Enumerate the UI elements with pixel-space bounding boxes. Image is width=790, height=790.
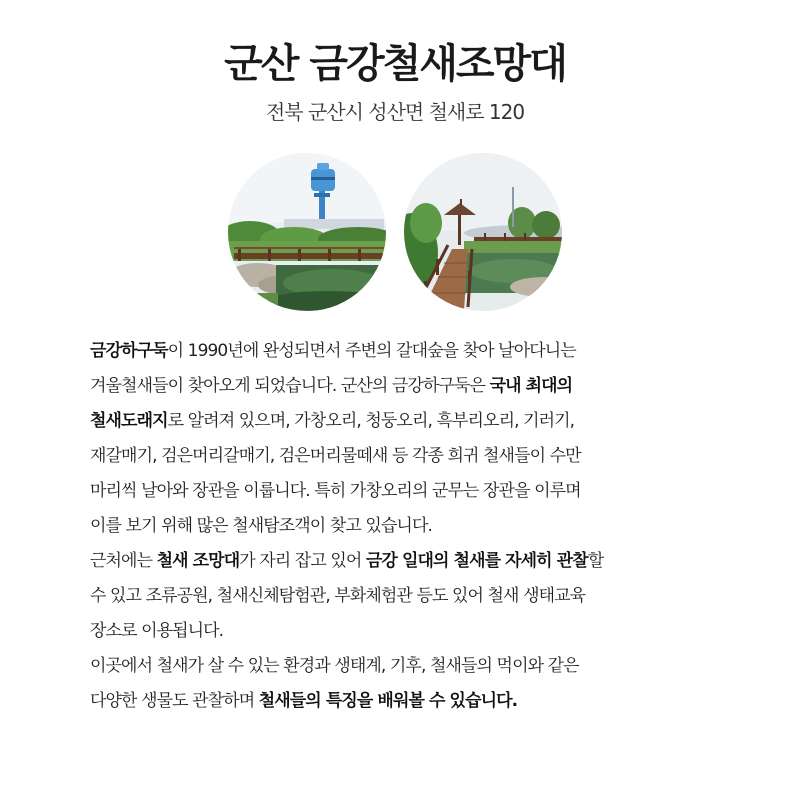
text-line <box>90 404 710 439</box>
tower-pond-photo <box>228 153 386 311</box>
bold-text: 금강하구둑 <box>90 341 168 361</box>
bold-text: 철새도래지 <box>90 411 168 431</box>
text-segment: 다양한 생물도 관찰하며 <box>90 691 259 711</box>
text-line <box>90 649 710 684</box>
bold-text: 금강 일대의 철새를 자세히 관찰 <box>365 551 588 571</box>
text-segment: 이를 보기 위해 많은 철새탐조객이 찾고 있습니다. <box>90 516 432 536</box>
text-line <box>90 544 710 579</box>
bold-text: 철새 조망대 <box>156 551 240 571</box>
pavilion-boardwalk-illustration <box>404 153 562 311</box>
text-line <box>90 439 710 474</box>
text-segment: 근처에는 <box>90 551 157 571</box>
text-line <box>90 579 710 614</box>
page-title: 군산 금강철새조망대 <box>224 41 566 87</box>
tower-pond-illustration <box>228 153 386 311</box>
text-segment: 이곳에서 철새가 살 수 있는 환경과 생태계, 기후, 철새들의 먹이와 같은 <box>90 656 579 676</box>
text-segment: 재갈매기, 검은머리갈매기, 검은머리물떼새 등 각종 희귀 철새들이 수만 <box>90 446 581 466</box>
text-line <box>90 474 710 509</box>
text-segment: 가 자리 잡고 있어 <box>239 551 366 571</box>
address-subtitle: 전북 군산시 성산면 철새로 120 <box>265 100 525 124</box>
text-segment: 이 1990년에 완성되면서 주변의 갈대숲을 찾아 날아다니는 <box>167 341 576 361</box>
text-segment: 할 <box>587 551 604 571</box>
text-line <box>90 334 710 369</box>
text-segment: 겨울철새들이 찾아오게 되었습니다. 군산의 금강하구둑은 <box>90 376 490 396</box>
bold-text: 국내 최대의 <box>489 376 573 396</box>
pavilion-boardwalk-photo <box>404 153 562 311</box>
bold-text: 철새들의 특징을 배워볼 수 있습니다. <box>258 691 518 711</box>
text-line <box>90 509 710 544</box>
text-line <box>90 614 710 649</box>
text-segment: 장소로 이용됩니다. <box>90 621 224 641</box>
text-segment: 수 있고 조류공원, 철새신체탐험관, 부화체험관 등도 있어 철새 생태교육 <box>90 586 586 606</box>
text-segment: 마리씩 날아와 장관을 이룹니다. 특히 가창오리의 군무는 장관을 이루며 <box>90 481 581 501</box>
text-line <box>90 684 710 719</box>
text-segment: 로 알려져 있으며, 가창오리, 청둥오리, 흑부리오리, 기러기, <box>167 411 575 431</box>
text-line <box>90 369 710 404</box>
description-text <box>90 334 710 719</box>
